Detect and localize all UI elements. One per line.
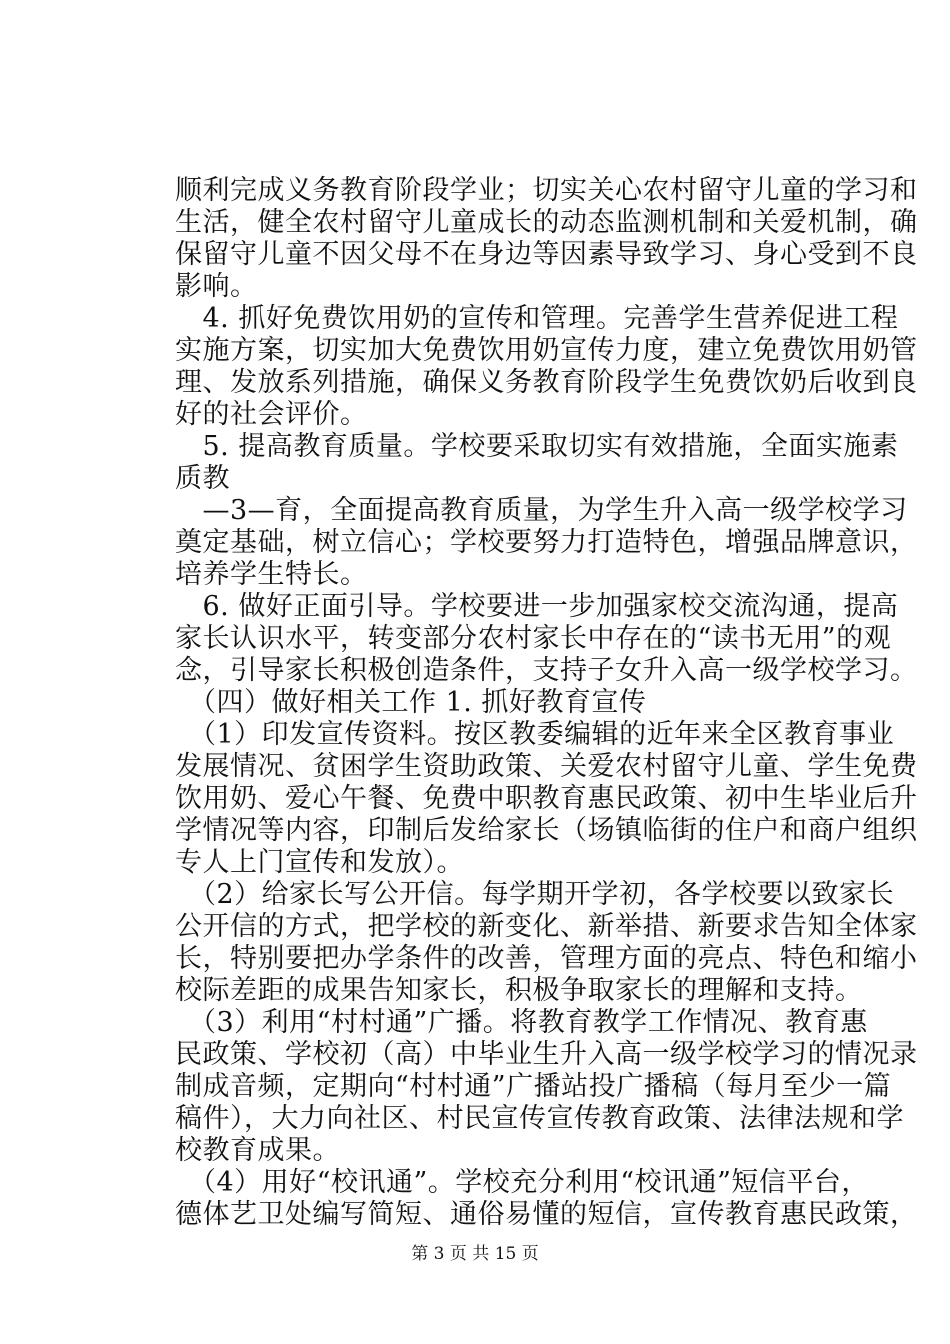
text-line: 专人上门宣传和发放）。 (175, 847, 464, 878)
text-line: （四）做好相关工作 1. 抓好教育宣传 (175, 687, 647, 718)
text-line: 生活，健全农村留守儿童成长的动态监测机制和关爱机制，确 (175, 207, 918, 238)
text-line: 校教育成果。 (175, 1135, 340, 1166)
text-line: 质教 (175, 463, 230, 494)
text-line: 发展情况、贫困学生资助政策、关爱农村留守儿童、学生免费 (175, 751, 918, 782)
text-line: 6. 做好正面引导。学校要进一步加强家校交流沟通，提高 (175, 591, 899, 622)
text-line: 制成音频，定期向“村村通”广播站投广播稿（每月至少一篇 (175, 1071, 892, 1102)
text-line: 影响。 (175, 271, 258, 302)
text-line: 稿件），大力向社区、村民宣传宣传教育政策、法律法规和学 (175, 1103, 904, 1134)
text-line: 好的社会评价。 (175, 399, 368, 430)
text-line: （3）利用“村村通”广播。将教育教学工作情况、教育惠 (175, 1007, 868, 1038)
text-line: 理、发放系列措施，确保义务教育阶段学生免费饮奶后收到良 (175, 367, 918, 398)
text-line: —3—育，全面提高教育质量，为学生升入高一级学校学习 (175, 495, 908, 526)
text-line: （2）给家长写公开信。每学期开学初，各学校要以致家长 (175, 879, 895, 910)
text-line: 顺利完成义务教育阶段学业；切实关心农村留守儿童的学习和 (175, 175, 918, 206)
text-line: 家长认识水平，转变部分农村家长中存在的“读书无用”的观 (175, 623, 892, 654)
text-line: 长，特别要把办学条件的改善，管理方面的亮点、特色和缩小 (175, 943, 918, 974)
page-number-footer: 第 3 页 共 15 页 (411, 1244, 539, 1264)
text-line: 念，引导家长积极创造条件，支持子女升入高一级学校学习。 (175, 655, 918, 686)
text-line: 保留守儿童不因父母不在身边等因素导致学习、身心受到不良 (175, 239, 918, 270)
text-line: （4）用好“校讯通”。学校充分利用“校讯通”短信平台， (175, 1167, 869, 1198)
text-line: 民政策、学校初（高）中毕业生升入高一级学校学习的情况录 (175, 1039, 918, 1070)
text-line: 校际差距的成果告知家长，积极争取家长的理解和支持。 (175, 975, 863, 1006)
text-line: 4. 抓好免费饮用奶的宣传和管理。完善学生营养促进工程 (175, 303, 899, 334)
text-line: 公开信的方式，把学校的新变化、新举措、新要求告知全体家 (175, 911, 918, 942)
text-line: 学情况等内容，印制后发给家长（场镇临街的住户和商户组织 (175, 815, 918, 846)
text-line: 5. 提高教育质量。学校要采取切实有效措施，全面实施素 (175, 431, 899, 462)
text-line: 培养学生特长。 (175, 559, 368, 590)
text-line: 实施方案，切实加大免费饮用奶宣传力度，建立免费饮用奶管 (175, 335, 918, 366)
text-line: 饮用奶、爱心午餐、免费中职教育惠民政策、初中生毕业后升 (175, 783, 918, 814)
text-line: （1）印发宣传资料。按区教委编辑的近年来全区教育事业 (175, 719, 895, 750)
text-line: 德体艺卫处编写简短、通俗易懂的短信，宣传教育惠民政策， (175, 1199, 918, 1230)
text-line: 奠定基础，树立信心；学校要努力打造特色，增强品牌意识， (175, 527, 918, 558)
